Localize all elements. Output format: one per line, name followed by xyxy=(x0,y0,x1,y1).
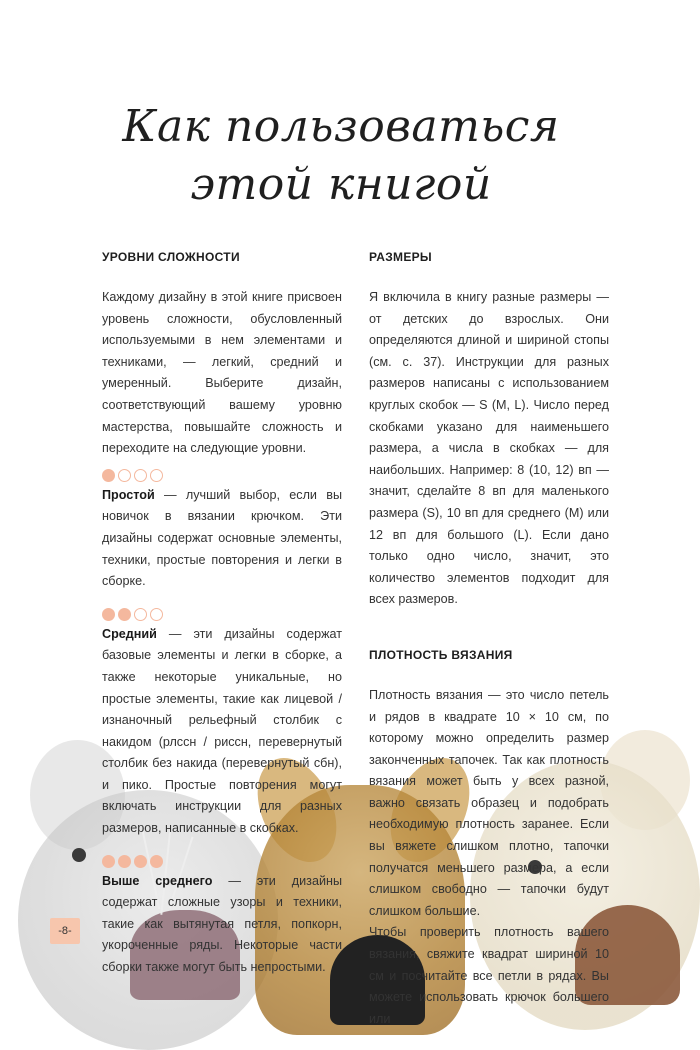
level-3-description xyxy=(102,871,342,979)
difficulty-heading: УРОВНИ СЛОЖНОСТИ xyxy=(102,250,240,264)
grey-slipper-eye xyxy=(72,848,86,862)
sizes-text: Я включила в книгу разные размеры — от детских до взрослых. Они определяются длиной и шириной стопы (см. с. 37). Инструкции для разных размеров написаны с использованием круглых скобок — S (M, L). Число перед скобками указано для наименьшего размера, а числа в скобках — для наибольших. Например: 8 (10, 12) вп — значит, сделайте 8 вп для маленького размера (S), 10 вп для среднего (M) или 12 вп для большого (L). Если дано только одно число, значит, это количество элементов подходит для всех размеров. xyxy=(369,290,609,607)
level-2-indicator xyxy=(102,607,342,623)
left-column xyxy=(102,248,342,979)
empty-dot-icon xyxy=(134,608,147,621)
empty-dot-icon xyxy=(118,469,131,482)
filled-dot-icon xyxy=(102,469,115,482)
level-2-description xyxy=(102,624,342,840)
level-2-name: Средний xyxy=(102,626,157,641)
sizes-heading: РАЗМЕРЫ xyxy=(369,250,432,264)
level-2-text: — эти дизайны содержат базовые элементы и легки в сборке, а также некоторые уникальные, но простые элементы, такие как лицевой / изнаночный рельефный столбик с накидом (рлссн / рисcн, перевернутый столбик без накида (перевернутый сбн), и пико. Простые повторения могут включать инструкции для разных размеров, написанные в скобках. xyxy=(102,626,342,836)
page-number: -8- xyxy=(50,918,80,944)
level-3-name: Выше среднего xyxy=(102,873,213,888)
difficulty-intro: Каждому дизайну в этой книге присвоен уровень сложности, обусловленный используемыми в нем элементами и техниками, — легкий, средний и умеренный. Выберите дизайн, соответствующий вашему уровню мастерства, повышайте сложность и переходите на следующие уровни. xyxy=(102,290,342,456)
gauge-heading: ПЛОТНОСТЬ ВЯЗАНИЯ xyxy=(369,647,513,662)
level-3-indicator xyxy=(102,854,342,870)
filled-dot-icon xyxy=(118,855,131,868)
level-1-description xyxy=(102,485,342,593)
filled-dot-icon xyxy=(118,608,131,621)
filled-dot-icon xyxy=(102,608,115,621)
filled-dot-icon xyxy=(150,855,163,868)
page-title xyxy=(0,98,682,214)
title-line-2: этой книгой xyxy=(190,159,492,210)
empty-dot-icon xyxy=(150,608,163,621)
level-1-name: Простой xyxy=(102,487,155,502)
filled-dot-icon xyxy=(134,855,147,868)
gauge-paragraph-2: Чтобы проверить плотность вашего вязания, свяжите квадрат шириной 10 см и посчитайте все петли в рядах. Вы можете использовать крючок большего или xyxy=(369,925,609,1026)
title-line-1: Как пользоваться xyxy=(122,101,560,152)
level-3-text: — эти дизайны содержат сложные узоры и техники, такие как вытянутая петля, попкорн, укороченные ряды. Некоторые части сборки также могут быть непростыми. xyxy=(102,873,342,975)
gauge-paragraph-1: Плотность вязания — это число петель и рядов в квадрате 10 × 10 см, по которому можно определить размер законченных тапочек. Так как плотность вязания может быть у всех разной, важно связать образец и подобрать необходимую плотность заранее. Если вы вяжете слишком плотно, тапочки получатся меньшего размера, а если слишком свободно — тапочки будут слишком большие. xyxy=(369,687,609,918)
level-1-indicator xyxy=(102,468,342,484)
level-1-text: — лучший выбор, если вы новичок в вязании крючком. Эти дизайны содержат основные элементы, техники, простые повторения и легки в сборке. xyxy=(102,487,342,589)
empty-dot-icon xyxy=(150,469,163,482)
filled-dot-icon xyxy=(102,855,115,868)
empty-dot-icon xyxy=(134,469,147,482)
right-column xyxy=(369,248,609,1030)
